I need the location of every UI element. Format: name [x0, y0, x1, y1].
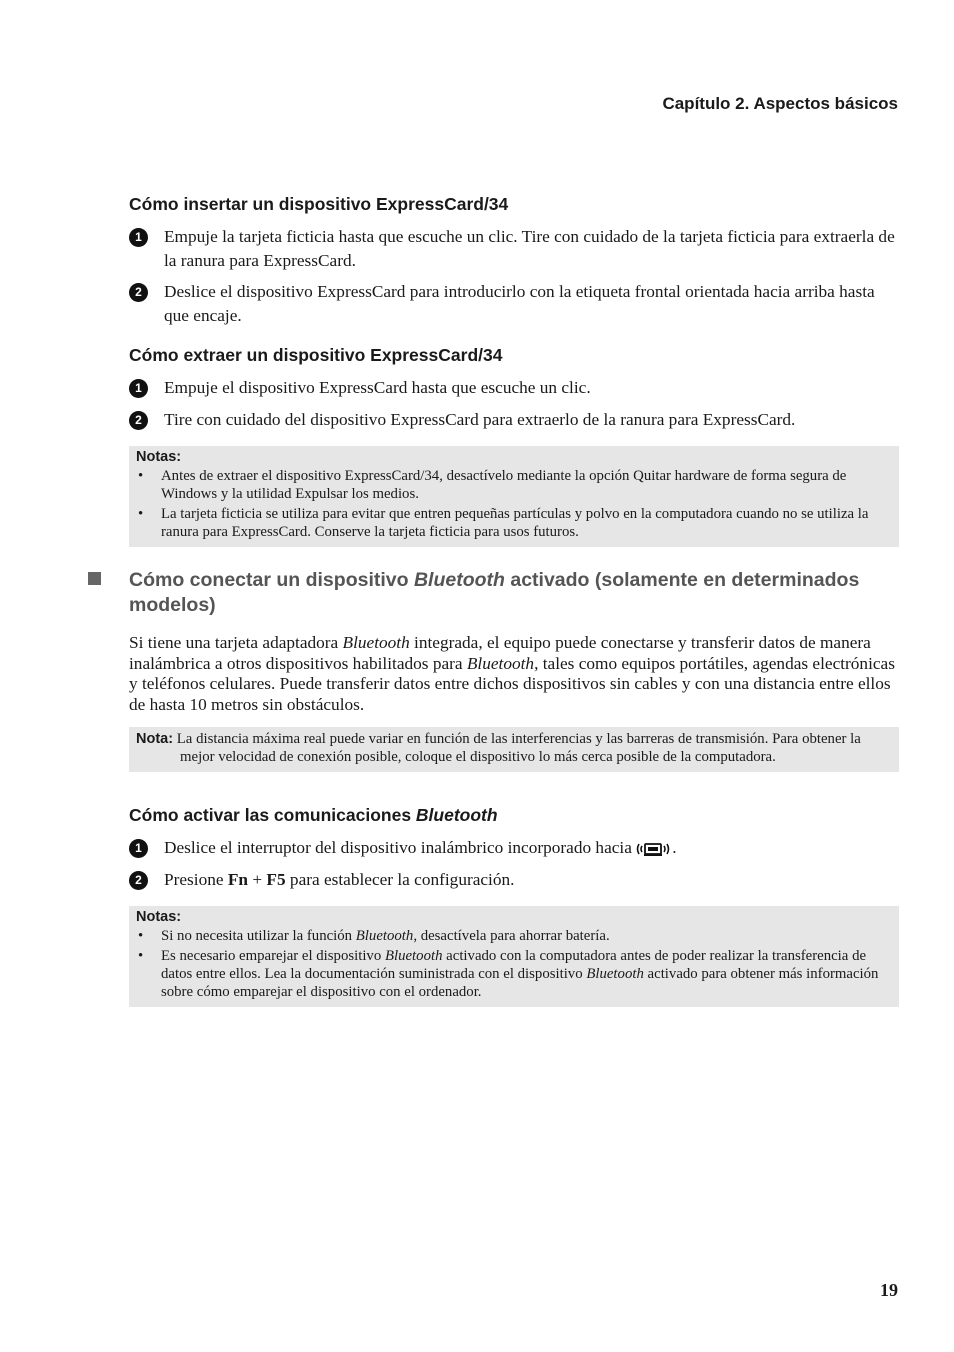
insert-step-1 — [129, 225, 899, 273]
notes-list — [136, 467, 891, 541]
step-text: Presione Fn + F5 para establecer la configuración. — [164, 870, 515, 889]
activate-step-2 — [129, 868, 899, 892]
bullet-icon: • — [138, 468, 144, 484]
wireless-switch-icon — [636, 840, 672, 858]
bullet-icon: • — [138, 948, 144, 964]
step-text: Deslice el dispositivo ExpressCard para introducirlo con la etiqueta frontal orientada hacia arriba hasta que encaje. — [164, 282, 875, 325]
bullet-icon: • — [138, 928, 144, 944]
section-title-remove: Cómo extraer un dispositivo ExpressCard/34 — [129, 345, 503, 365]
note-box-bluetooth — [129, 727, 899, 772]
step-text: Deslice el interruptor del dispositivo inalámbrico incorporado hacia . — [164, 838, 677, 857]
note-label: Nota: — [136, 731, 174, 747]
step-number-badge: 2 — [129, 871, 148, 890]
notes-label: Notas: — [136, 909, 182, 925]
bullet-icon: • — [138, 506, 144, 522]
section-title-activate: Cómo activar las comunicaciones Bluetooth — [129, 805, 498, 825]
section-bullet-icon — [88, 572, 101, 585]
bluetooth-intro-paragraph: Si tiene una tarjeta adaptadora Bluetooth integrada, el equipo puede conectarse y transferir datos de manera inalámbrica a otros dispositivos habilitados para Bluetooth, tales como equipos portátiles, agendas electrónicas y teléfonos celulares. Puede transferir datos entre dichos dispositivos sin cables y con una distancia entre ellos de hasta 10 metros sin obstáculos. — [129, 633, 895, 714]
note-item: • La tarjeta ficticia se utiliza para evitar que entren pequeñas partículas y polvo en la computadora cuando no se utiliza la ranura para ExpressCard. Conserve la tarjeta ficticia para usos futuros. — [138, 506, 869, 540]
step-number-badge: 1 — [129, 379, 148, 398]
step-text: Empuje la tarjeta ficticia hasta que escuche un clic. Tire con cuidado de la tarjeta ficticia para extraerla de la ranura para ExpressCard. — [164, 227, 895, 270]
key-fn: Fn — [227, 870, 249, 889]
note-item: • Es necesario emparejar el dispositivo Bluetooth activado con la computadora antes de poder realizar la transferencia de datos entre ellos. Lea la documentación suministrada con el dispositivo Bluetooth activado para obtener más información sobre cómo emparejar el dispositivo con el ordenador. — [138, 948, 879, 1000]
remove-step-1 — [129, 376, 899, 400]
step-number-badge: 2 — [129, 283, 148, 302]
step-number-badge: 1 — [129, 839, 148, 858]
remove-step-2 — [129, 408, 899, 432]
note-item: • Antes de extraer el dispositivo ExpressCard/34, desactívelo mediante la opción Quitar hardware de forma segura de Windows y la utilidad Expulsar los medios. — [138, 468, 847, 502]
notes-list — [136, 927, 891, 1001]
notes-box-remove — [129, 446, 899, 547]
note-item: • Si no necesita utilizar la función Bluetooth, desactívela para ahorrar batería. — [138, 928, 610, 944]
section-title-bluetooth: Cómo conectar un dispositivo Bluetooth activado (solamente en determinados modelos) — [129, 569, 860, 616]
key-f5: F5 — [266, 870, 286, 889]
step-text: Tire con cuidado del dispositivo ExpressCard para extraerlo de la ranura para ExpressCard. — [164, 410, 796, 429]
section-title-insert: Cómo insertar un dispositivo ExpressCard/34 — [129, 194, 509, 214]
step-text: Empuje el dispositivo ExpressCard hasta que escuche un clic. — [164, 378, 591, 397]
step-number-badge: 1 — [129, 228, 148, 247]
note-text: La distancia máxima real puede variar en función de las interferencias y las barreras de transmisión. Para obtener la mejor velocidad de conexión posible, coloque el dispositivo lo más cerca posible de la computadora. — [176, 731, 861, 765]
activate-step-1 — [129, 836, 899, 860]
notes-label: Notas: — [136, 449, 182, 465]
insert-step-2 — [129, 280, 899, 328]
step-number-badge: 2 — [129, 411, 148, 430]
page-number: 19 — [880, 1280, 898, 1300]
chapter-header: Capítulo 2. Aspectos básicos — [662, 94, 898, 113]
notes-box-activate — [129, 906, 899, 1007]
